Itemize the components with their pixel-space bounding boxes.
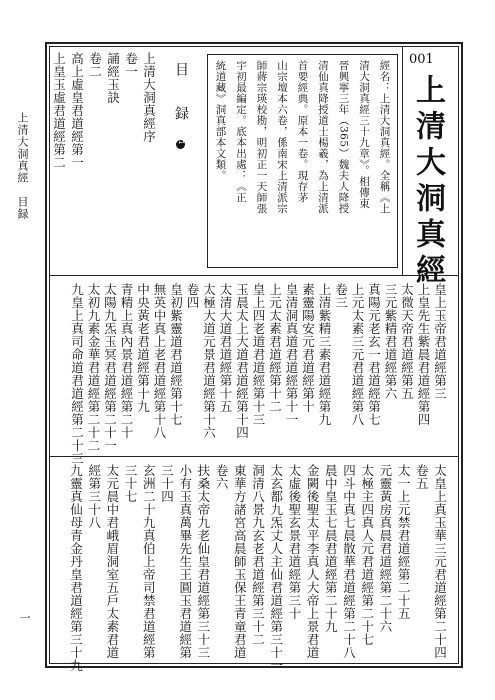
- toc-entry: 太皇上真玉華三元君道經第二十四: [432, 464, 448, 659]
- toc-entry: 太元晨中君峨眉洞室五戶太素君道: [104, 464, 120, 659]
- toc-entry: 太清大道君道經第十五: [218, 283, 233, 413]
- toc-entry: 太初九素金華君道經第二十二: [86, 283, 101, 452]
- toc-entry: 皇上玉帝君道經第三: [432, 283, 448, 400]
- toc-footnote-marker: 1: [177, 140, 185, 153]
- toc-entry: 中央黃老君道經第十九: [135, 283, 151, 413]
- toc-entry: 皇初紫靈道君道經第十七: [168, 283, 184, 426]
- toc-entry: 誦經玉訣: [105, 52, 121, 104]
- toc-entry: 太虛後聖玄景君道經第三十: [286, 464, 302, 620]
- toc-entry: 卷四: [185, 283, 200, 309]
- toc-entry: 太微天帝君道經第五: [399, 283, 415, 400]
- toc-entry: 太陽九炁玉冥君道經第二十一: [102, 283, 118, 452]
- toc-entry: 玉晨太上大道君道經第十四: [234, 283, 250, 439]
- toc-entry: 太極主四真人元君道經第二十七: [359, 464, 375, 646]
- toc-heading-text: 目 録: [173, 62, 189, 128]
- toc-entry: 上皇玉虛君道經第二: [51, 52, 67, 169]
- toc-entry: 三十七: [123, 464, 139, 503]
- toc-entry: 金闕後聖太平李真人大帝上景君道: [305, 464, 321, 659]
- toc-entry: 洞清八景九玄老君道經第三十二: [250, 464, 266, 646]
- toc-entry: 上皇先生紫晨君道經第四: [416, 283, 431, 426]
- toc-entry: 素靈陽安元君道經第十: [300, 283, 316, 413]
- toc-entry: 高上虛皇君道經第一: [69, 52, 85, 169]
- header-number: 001: [409, 52, 434, 67]
- note-line: 清大洞真經三十九章》。相傳東: [358, 60, 370, 209]
- toc-entry: 皇清洞真道君道經第十一: [284, 283, 299, 426]
- toc-entry: 太一上元禁君道經第二十五: [396, 464, 412, 620]
- toc-entry: 晨中皇玉七晨君道經第二十九: [323, 464, 339, 633]
- toc-entry: 青精上真內景君道經第二十: [119, 283, 134, 439]
- divider-lower: [49, 456, 459, 457]
- toc-entry: 皇上四老道君道經第十三: [251, 283, 266, 426]
- page-title: 上清大洞真經: [410, 74, 445, 290]
- note-line: 統道藏》洞真部本文類。: [214, 60, 227, 181]
- header-divider: [402, 46, 403, 275]
- toc-entry: 玄洲二十九真伯上帝司禁君道經第: [141, 464, 157, 659]
- toc-entry: 小有玉真萬畢先生王圓玉君道經第: [177, 464, 193, 659]
- toc-entry: 九皇上真司命道君道經第二十三: [69, 283, 85, 465]
- toc-entry: 元靈黃房真晨君道經第二十六: [377, 464, 393, 633]
- note-line: 首要經典。原本一卷。現存茅: [296, 60, 309, 203]
- toc-entry: 東華方諸宮高晨師玉保王青童君道: [232, 464, 248, 659]
- divider-upper: [49, 275, 459, 276]
- sidebar-title: 上清大洞真經 目録: [16, 112, 29, 220]
- toc-entry: 上清大洞真經序: [141, 52, 157, 143]
- page-number: 一: [18, 612, 31, 624]
- toc-entry: 上元太素三元君道經第八: [350, 283, 365, 426]
- toc-entry: 經第三十八: [86, 464, 102, 529]
- toc-entry: 真陽元老玄一君道經第七: [366, 283, 382, 426]
- toc-entry: 無英中真上老君道經第十八: [152, 283, 167, 439]
- toc-entry: 卷三: [333, 283, 349, 309]
- toc-heading: [173, 62, 189, 153]
- note-line: 山宗壇本六卷，係南宋上清派宗: [276, 60, 288, 214]
- note-line: 經名：上清大洞真經。全稱《上: [378, 60, 391, 214]
- toc-entry: 卷六: [214, 464, 230, 490]
- toc-entry: 三元紫精君道經第六: [383, 283, 398, 400]
- note-line: 晉興寧三年（365）魏夫人降授: [337, 60, 350, 214]
- toc-entry: 三十四: [159, 464, 175, 503]
- note-line: 師蔣宗瑛校勘，明初正一天師張: [255, 60, 268, 214]
- toc-entry: 卷二: [87, 52, 103, 78]
- toc-entry: 上元太素君道經第十二: [267, 283, 283, 413]
- toc-entry: 扶桑太帝九老仙皇君道經第三十三: [195, 464, 211, 659]
- toc-entry: 上清紫精三素君道經第九: [317, 283, 332, 426]
- toc-entry: 卷五: [414, 464, 430, 490]
- toc-entry: 卷一: [123, 52, 139, 78]
- toc-entry: 太極大道元景君道經第十六: [201, 283, 217, 439]
- note-line: 宇初最編定。底本出處：《正: [235, 60, 247, 203]
- toc-entry: 太玄都九炁丈人主仙君道經第三十一: [268, 464, 284, 672]
- note-line: 清仙真降授道士楊羲，為上清派: [317, 60, 329, 214]
- toc-entry: 九靈真仙母青金丹皇君道經第三十九: [68, 464, 84, 672]
- toc-entry: 四斗中真七晨散華君道經第二十八: [341, 464, 357, 659]
